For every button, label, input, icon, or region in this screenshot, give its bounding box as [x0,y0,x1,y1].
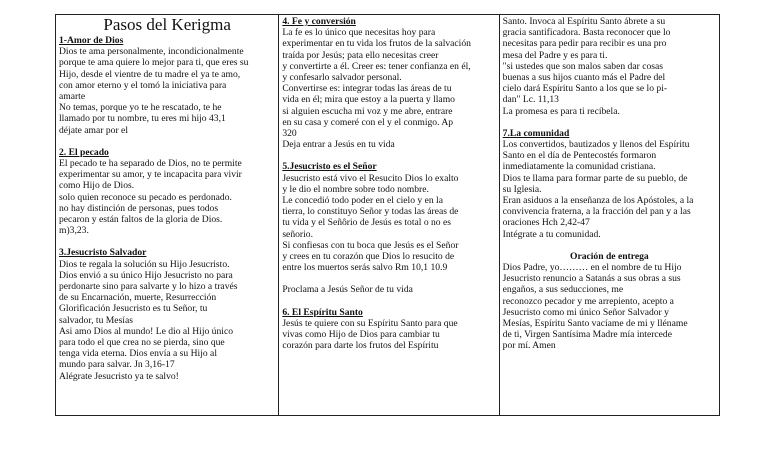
text-line: La fe es lo único que necesitas hoy para [282,27,436,39]
text-line: Intégrate a tu comunidad. [502,228,601,240]
text-line: Santo. Invoca al Espíritu Santo ábrete a su [502,16,666,27]
text-line: entre los muertos serás salvo Rm 10,1 10.9 [282,262,448,274]
text-line: Glorificación Jesucristo es tu Señor, tu [59,303,208,315]
text-line: corazón para darte los frutos del Espíritu [282,340,439,352]
text-line: no hay distinción de personas, pues todos [59,202,219,214]
section-heading-pecado: 2. El pecado [59,146,109,158]
text-line: experimentar en tu vida los frutos de la salvación [282,38,471,50]
text-line: m)3,23. [59,225,89,237]
section-body-salvador [59,259,275,382]
section-closing-senor: Proclama a Jesús Señor de tu vida [282,284,413,296]
text-line: tu vida y el Señôrio de Jesús es total o no es [282,217,451,229]
text-line: Le concedió todo poder en el cielo y en la [282,195,443,207]
section-body-espiritu [282,318,495,352]
text-line: reconozco pecador y me arrepiento, acepto a [502,295,674,307]
text-line: mundo para salvar. Jn 3,16-17 [59,359,175,371]
text-line: Jesús te quiere con su Espíritu Santo para que [282,317,458,329]
text-line: su Iglesia. [502,183,542,195]
text-line: y crees en tu corazón que Dios lo resucito de [282,251,455,263]
text-line: en su casa y comeré con el y el conmigo. Ap [282,116,454,128]
text-line: solo quien reconoce su pecado es perdonado. [59,191,232,203]
text-line: Si confiesas con tu boca que Jesús es el Señor [282,239,459,251]
text-line: vida en él; mira que estoy a la puerta y llamo [282,94,455,106]
text-line: y convertirte a él. Creer es: tener confianza en él, [282,60,471,72]
text-line: vivas como Hijo de Dios para cambiar tu [282,329,440,341]
text-line: buenas a sus hijos cuanto más el Padre del [502,72,666,84]
kerigma-sheet [55,14,720,416]
text-line: necesitas para pedir para recibir es una pro [502,38,667,50]
text-line: Dios te ama personalmente, incondicionalmente [59,46,244,58]
section-body-comunidad [503,139,716,240]
section-heading-espiritu: 6. El Espíritu Santo [282,306,363,318]
section-heading-salvador: 3.Jesucristo Salvador [59,247,147,259]
column-1 [56,15,279,415]
section-heading-amor: 1-Amor de Dios [59,35,124,46]
section-body-senor [282,173,495,274]
text-line: Dios envió a su único Hijo Jesucristo no para [59,269,233,281]
text-line: La promesa es para ti recíbela. [502,105,620,117]
text-line: Los convertidos, bautizados y llenos del Espíritu [502,139,690,151]
text-line: tierra, lo constituyo Señor y todas las áreas de [282,206,459,218]
text-line: Eran asiduos a la enseñanza de los Apóstoles, a la [502,195,694,207]
text-line: gracia santificadora. Basta reconocer que lo [502,27,671,39]
text-line: experimentar su amor, y te incapacita para vivir [59,169,242,181]
text-line: si alguien escucha mi voz y me abre, entrare [282,105,453,117]
column-2 [279,15,499,415]
text-line: No temas, porque yo te he rescatado, te he [59,102,222,114]
section-body-amor [59,46,275,136]
text-line: para todo el que crea no se pierda, sino que [59,337,225,349]
text-line: inmediatamente la comunidad cristiana. [502,161,656,173]
section-heading-comunidad: 7.La comunidad [502,127,570,139]
text-line: Mesías, Espíritu Santo vacíame de mi y lléname [502,318,688,330]
text-line: engaños, a sus seducciones, me [502,284,624,296]
text-line: por mí. Amen [502,340,556,352]
text-line: de su Encarnación, muerte, Resurrección [59,292,217,304]
prayer-body [503,262,716,352]
text-line: traída por Jesús; pata ello necesitas creer [282,49,439,61]
text-line: oraciones Hch 2,42-47 [502,217,590,229]
section-body-espiritu-cont [503,16,716,117]
text-line: El pecado te ha separado de Dios, no te permite [59,158,242,170]
text-line: como Hijo de Dios. [59,180,135,192]
text-line: déjate amar por el [59,124,128,136]
text-line: Dios te llama para formar parte de su pueblo, de [502,172,688,184]
text-line: amarte [59,91,86,103]
section-body-fe [282,27,495,150]
text-line: llamado por tu nombre, tu eres mi hijo 43,1 [59,113,226,125]
section-body-pecado [59,158,275,236]
text-line: Asi amo Dios al mundo! Le dio al Hijo único [59,325,233,337]
text-line: tenga vida eterna. Dios envía a su Hijo al [59,348,217,360]
text-line: cielo dará Espíritu Santo a los que se lo pi- [502,83,668,95]
text-line: "si ustedes que son malos saben dar cosas [502,60,663,72]
text-line: de ti, Virgen Santísima Madre mía intercede [502,329,672,341]
prayer-heading: Oración de entrega [569,250,649,262]
text-line: 320 [282,128,297,140]
text-line: Convertirse es: integrar todas las áreas de tu [282,83,452,95]
text-line: porque te ama quiere lo mejor para ti, que eres su [59,57,249,69]
text-line: perdonarte sino para salvarte y lo hizo a través [59,281,238,293]
text-line: Alégrate Jesucristo ya te salvo! [59,370,179,382]
text-line: Jesucristo renuncio a Satanás a sus obras a sus [502,273,681,285]
text-line: y le dio el nombre sobre todo nombre. [282,183,429,195]
text-line: con amor eterno y el tomó la iniciativa para [59,79,227,91]
text-line: señorio. [282,228,313,240]
text-line: mesa del Padre y es para ti. [502,49,608,61]
section-heading-senor: 5.Jesucristo es el Señor [282,161,377,173]
text-line: Hijo, desde el vientre de tu madre el ya te amo, [59,68,241,80]
text-line: y confesarlo salvador personal. [282,72,402,84]
text-line: pecaron y están faltos de la gloria de Dios. [59,214,223,226]
text-line: dan" Lc. 11,13 [502,94,559,106]
text-line: Deja entrar a Jesús en tu vida [282,139,395,151]
text-line: Jesucristo está vivo el Resucito Dios lo exalto [282,172,459,184]
section-heading-fe: 4. Fe y conversión [282,16,356,27]
column-3 [500,15,719,415]
text-line: Jesucristo como mi único Señor Salvador y [502,306,669,318]
text-line: Dios te regala la solución su Hijo Jesucristo. [59,258,230,270]
text-line: Dios Padre, yo……… en el nombre de tu Hijo [502,262,682,274]
page-title: Pasos del Kerigma [103,15,231,34]
text-line: salvador, tu Mesías [59,314,133,326]
text-line: convivencia fraterna, a la fracción del pan y a las [502,206,691,218]
text-line: Santo en el día de Pentecostés formaron [502,150,657,162]
